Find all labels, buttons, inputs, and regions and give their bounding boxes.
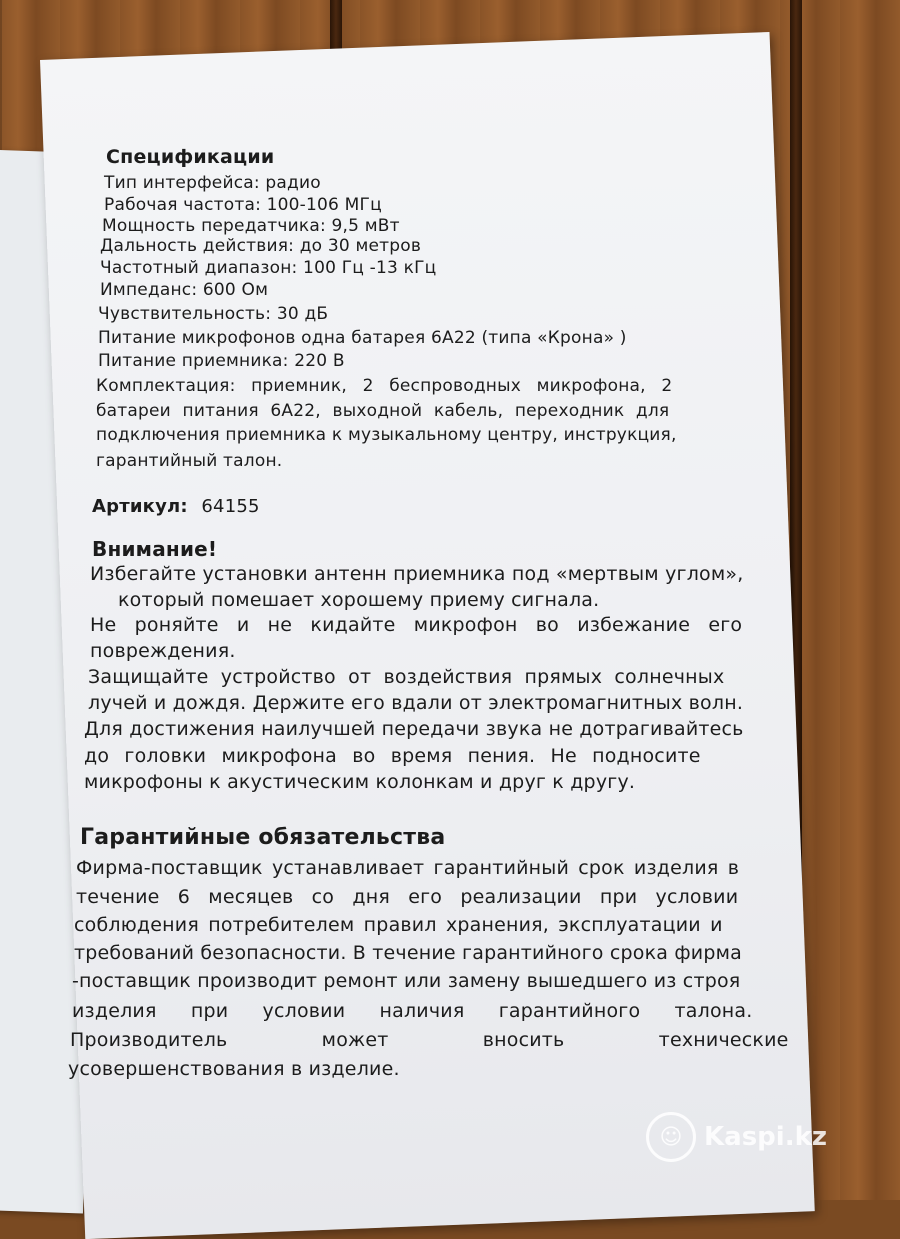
warning-line: Для достижения наилучшей передачи звука не дотрагивайтесь bbox=[84, 718, 744, 740]
warranty-line: изделия при условии наличия гарантийного талона. bbox=[72, 1000, 753, 1022]
spec-line: гарантийный талон. bbox=[96, 451, 283, 471]
warranty-line: усовершенствования в изделие. bbox=[68, 1058, 400, 1080]
kaspi-logo-icon: ☺ bbox=[646, 1112, 696, 1162]
spec-line: Комплектация: приемник, 2 беспроводных микрофона, 2 bbox=[96, 376, 673, 396]
warning-line: до головки микрофона во время пения. Не подносите bbox=[84, 745, 701, 767]
spec-line: Чувствительность: 30 дБ bbox=[98, 304, 329, 324]
spec-line: подключения приемника к музыкальному центру, инструкция, bbox=[96, 425, 677, 445]
warning-heading: Внимание! bbox=[92, 537, 218, 561]
article-value: 64155 bbox=[201, 496, 260, 517]
spec-line: Рабочая частота: 100-106 МГц bbox=[104, 195, 382, 215]
warranty-line: требований безопасности. В течение гарантийного срока фирма bbox=[74, 942, 742, 964]
warning-line: микрофоны к акустическим колонкам и друг к другу. bbox=[84, 771, 636, 793]
warning-line: лучей и дождя. Держите его вдали от электромагнитных волн. bbox=[88, 692, 744, 714]
spec-line: Питание микрофонов одна батарея 6А22 (типа «Крона» ) bbox=[98, 328, 627, 348]
spec-line: Питание приемника: 220 В bbox=[98, 351, 345, 371]
spec-line: Мощность передатчика: 9,5 мВт bbox=[102, 216, 400, 236]
warranty-line: соблюдения потребителем правил хранения, эксплуатации и bbox=[74, 914, 723, 936]
warranty-line: течение 6 месяцев со дня его реализации при условии bbox=[76, 886, 739, 908]
watermark-text: Kaspi.kz bbox=[704, 1122, 827, 1152]
spec-line: Тип интерфейса: радио bbox=[104, 173, 321, 193]
warning-line: Не роняйте и не кидайте микрофон во избежание его bbox=[90, 614, 743, 636]
warranty-line: Производитель может вносить технические bbox=[70, 1029, 789, 1051]
specs-heading: Спецификации bbox=[106, 146, 275, 168]
warning-line: Защищайте устройство от воздействия прямых солнечных bbox=[88, 666, 725, 688]
warning-line: повреждения. bbox=[90, 640, 236, 662]
kaspi-watermark bbox=[646, 1112, 827, 1162]
warranty-line: Фирма-поставщик устанавливает гарантийный срок изделия в bbox=[76, 857, 740, 879]
warning-line: Избегайте установки антенн приемника под «мертвым углом», bbox=[90, 563, 744, 585]
spec-line: батареи питания 6А22, выходной кабель, переходник для bbox=[96, 401, 670, 421]
article-row bbox=[92, 496, 260, 517]
spec-line: Частотный диапазон: 100 Гц -13 кГц bbox=[100, 258, 437, 278]
article-label: Артикул: bbox=[92, 496, 188, 517]
spec-line: Дальность действия: до 30 метров bbox=[100, 236, 422, 256]
spec-line: Импеданс: 600 Ом bbox=[100, 280, 269, 300]
warranty-heading: Гарантийные обязательства bbox=[80, 825, 446, 850]
warning-line: который помешает хорошему приему сигнала. bbox=[118, 589, 600, 611]
warranty-line: -поставщик производит ремонт или замену вышедшего из строя bbox=[72, 970, 741, 992]
